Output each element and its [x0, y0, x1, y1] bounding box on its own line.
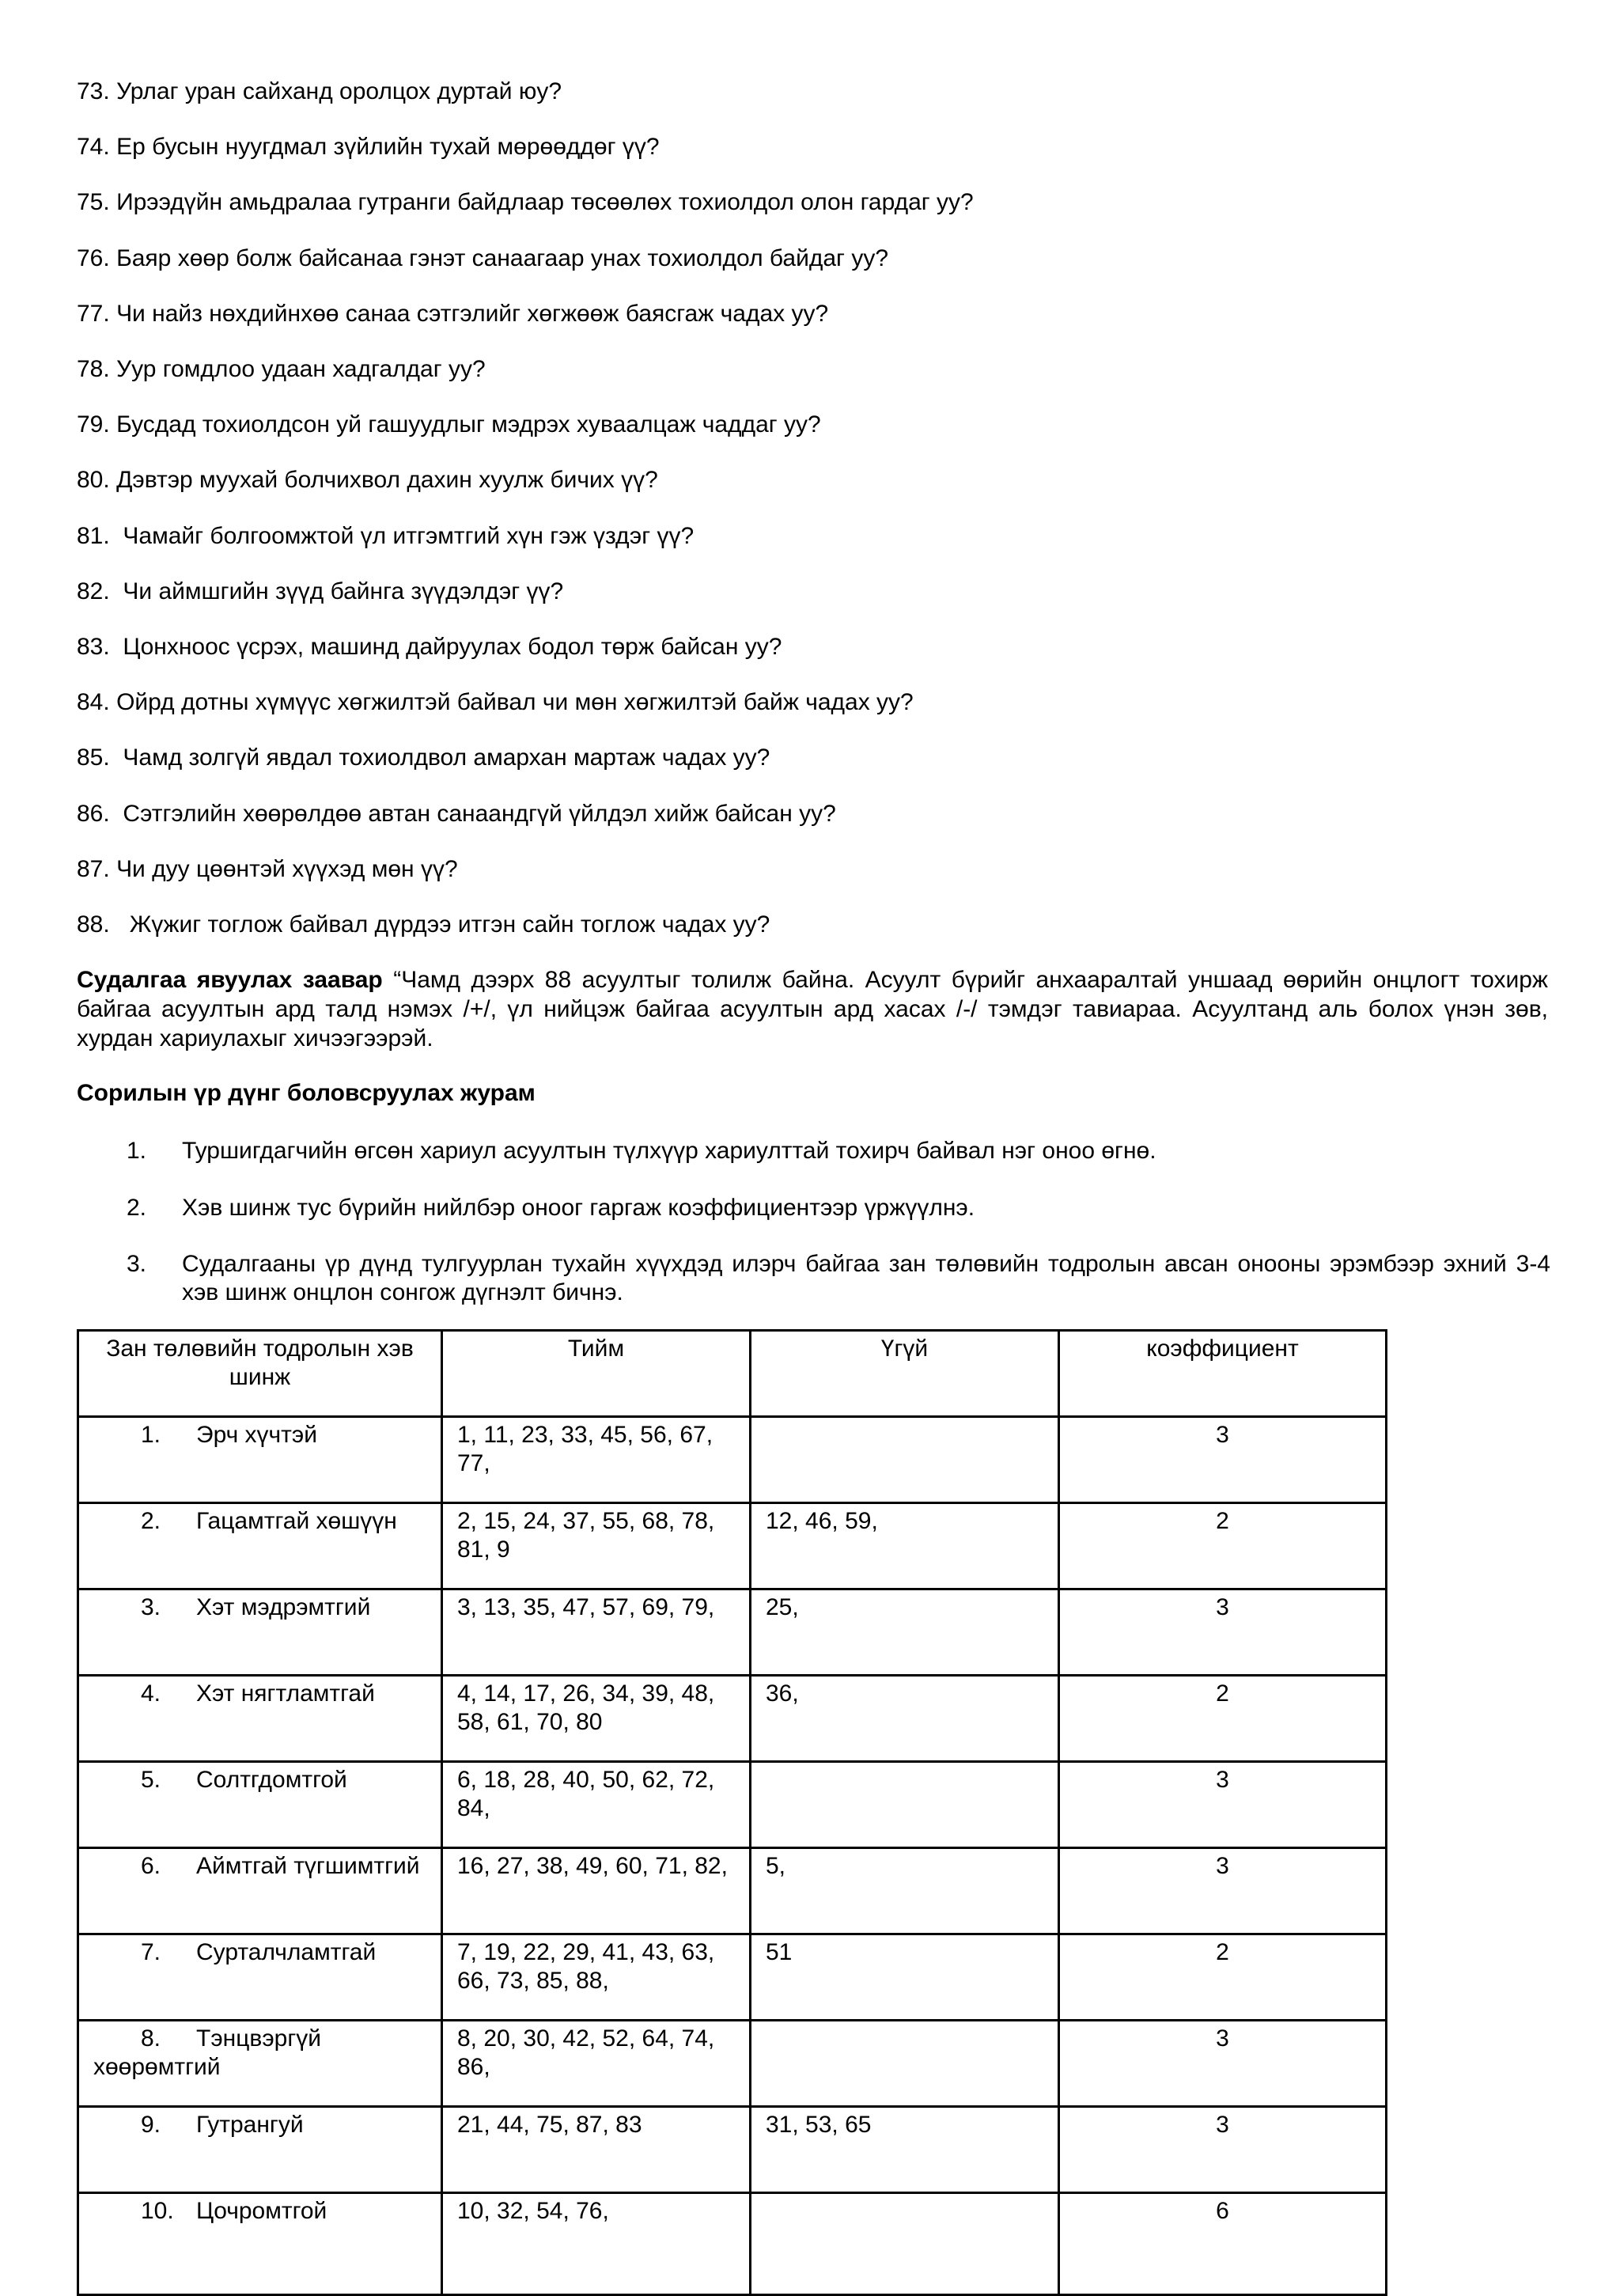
step-text: Туршигдагчийн өгсөн хариул асуултын түлхүүр хариулттай тохирч байвал нэг оноо өгнө. [182, 1138, 1156, 1164]
step-number: 2. [127, 1195, 147, 1221]
question-text: Сэтгэлийн хөөрөлдөө автан санаандгүй үйлдэл хийж байсан уу? [116, 801, 836, 827]
cell-no [751, 2193, 1059, 2295]
step-text: Судалгааны үр дүнд тулгуурлан тухайн хүүхдэд илэрч байгаа зан төлөвийн тодролын авсан онооны эрэмбээр эхний 3-4 хэв шинж онцлон сонгож дүгнэлт бичнэ. [182, 1251, 1550, 1305]
question-number: 75. [77, 189, 110, 215]
row-number: 10. [141, 2198, 174, 2224]
type-name: Гутрангуй [196, 2112, 304, 2138]
question-item [77, 133, 660, 161]
row-number: 8. [141, 2025, 161, 2052]
question-item [77, 633, 782, 661]
question-text: Чи аймшгийн зүүд байнга зүүдэлдэг үү? [116, 578, 564, 604]
question-text: Чи дуу цөөнтэй хүүхэд мөн үү? [116, 856, 458, 882]
question-item [77, 522, 694, 551]
question-number: 84. [77, 689, 110, 715]
question-number: 74. [77, 134, 110, 160]
question-number: 83. [77, 634, 110, 660]
cell-coefficient: 3 [1059, 2021, 1387, 2107]
table-body [78, 1417, 1387, 2295]
question-item [77, 355, 486, 384]
question-text: Чамайг болгоомжтой үл итгэмтгий хүн гэж үздэг үү? [116, 523, 695, 549]
question-item [77, 466, 658, 494]
cell-coefficient: 2 [1059, 1676, 1387, 1762]
question-text: Баяр хөөр болж байсанаа гэнэт санаагаар унах тохиолдол байдаг уу? [116, 245, 889, 271]
procedure-heading: Сорилын үр дүнг боловсруулах журам [77, 1080, 536, 1106]
table-row [78, 2193, 1387, 2295]
row-number: 7. [141, 1939, 161, 1965]
table-row [78, 1417, 1387, 1503]
cell-no: 36, [751, 1676, 1059, 1762]
cell-yes: 10, 32, 54, 76, [442, 2193, 751, 2295]
cell-yes: 1, 11, 23, 33, 45, 56, 67, 77, [442, 1417, 751, 1503]
cell-no: 51 [751, 1934, 1059, 2021]
step-text: Хэв шинж тус бүрийн нийлбэр оноог гаргаж коэффициентээр үржүүлнэ. [182, 1195, 975, 1221]
cell-type [78, 2107, 442, 2193]
row-number: 3. [141, 1594, 161, 1620]
question-text: Бусдад тохиолдсон уй гашуудлыг мэдрэх хуваалцаж чаддаг уу? [116, 411, 821, 438]
question-item [77, 688, 914, 717]
header-yes: Тийм [442, 1331, 751, 1417]
question-item [77, 744, 770, 772]
cell-type [78, 2021, 442, 2107]
question-text: Цонхноос үсрэх, машинд дайруулах бодол төрж байсан уу? [116, 634, 782, 660]
cell-coefficient: 2 [1059, 1503, 1387, 1589]
cell-no: 31, 53, 65 [751, 2107, 1059, 2193]
row-number: 9. [141, 2112, 161, 2138]
cell-no [751, 2021, 1059, 2107]
cell-no [751, 1417, 1059, 1503]
cell-no: 12, 46, 59, [751, 1503, 1059, 1589]
cell-type [78, 1934, 442, 2021]
question-number: 81. [77, 523, 110, 549]
survey-instruction [77, 965, 1548, 1053]
question-number: 85. [77, 744, 110, 771]
type-name: Гацамтгай хөшүүн [196, 1508, 397, 1534]
type-name: Хэт мэдрэмтгий [196, 1594, 371, 1620]
table-row [78, 1762, 1387, 1848]
header-coefficient: коэффициент [1059, 1331, 1387, 1417]
question-item [77, 578, 563, 606]
cell-type [78, 1503, 442, 1589]
cell-coefficient: 2 [1059, 1934, 1387, 2021]
cell-yes: 2, 15, 24, 37, 55, 68, 78, 81, 9 [442, 1503, 751, 1589]
table-row [78, 2107, 1387, 2193]
question-number: 76. [77, 245, 110, 271]
table-row [78, 1934, 1387, 2021]
type-name: Цочромтгой [196, 2198, 327, 2224]
cell-no: 25, [751, 1589, 1059, 1676]
cell-no: 5, [751, 1848, 1059, 1934]
question-number: 88. [77, 911, 110, 938]
type-name: Солтгдомтгой [196, 1767, 347, 1793]
step-number: 1. [127, 1138, 147, 1164]
cell-type [78, 1589, 442, 1676]
cell-coefficient: 3 [1059, 1848, 1387, 1934]
question-text: Уур гомдлоо удаан хадгалдаг уу? [116, 356, 486, 382]
question-text: Ирээдүйн амьдралаа гутранги байдлаар төсөөлөх тохиолдол олон гардаг уу? [116, 189, 974, 215]
question-text: Дэвтэр муухай болчихвол дахин хуулж бичих үү? [116, 467, 658, 493]
type-name: Тэнцвэргүй хөөрөмтгий [93, 2025, 322, 2080]
cell-type [78, 1848, 442, 1934]
question-text: Урлаг уран сайханд оролцох дуртай юу? [116, 78, 562, 104]
step-number: 3. [127, 1251, 147, 1277]
cell-type [78, 1762, 442, 1848]
type-name: Эрч хүчтэй [196, 1422, 317, 1448]
instruction-text: “Чамд дээрх 88 асуултыг толилж байна. Асуулт бүрийг анхааралтай уншаад өөрийн онцлогт тохирж байгаа асуултын ард талд нэмэх /+/, үл нийцэж байгаа асуултын ард хасах /-/ тэмдэг тавиараа. Асуултанд аль болох үнэн зөв, хурдан хариулахыг хичээгээрэй. [77, 967, 1549, 1051]
row-number: 5. [141, 1767, 161, 1793]
question-number: 87. [77, 856, 110, 882]
question-number: 80. [77, 467, 110, 493]
question-item [77, 800, 836, 828]
question-number: 78. [77, 356, 110, 382]
cell-no [751, 1762, 1059, 1848]
cell-type [78, 1417, 442, 1503]
temperament-table [77, 1329, 1387, 2296]
question-number: 73. [77, 78, 110, 104]
row-number: 6. [141, 1853, 161, 1879]
table-row [78, 1676, 1387, 1762]
question-item [77, 855, 458, 884]
question-text: Ойрд дотны хүмүүс хөгжилтэй байвал чи мөн хөгжилтэй байж чадах уу? [116, 689, 914, 715]
cell-yes: 4, 14, 17, 26, 34, 39, 48, 58, 61, 70, 80 [442, 1676, 751, 1762]
cell-yes: 16, 27, 38, 49, 60, 71, 82, [442, 1848, 751, 1934]
question-text: Чи найз нөхдийнхөө санаа сэтгэлийг хөгжөөж баясгаж чадах уу? [116, 301, 829, 327]
question-item [77, 411, 821, 439]
cell-coefficient: 6 [1059, 2193, 1387, 2295]
cell-yes: 21, 44, 75, 87, 83 [442, 2107, 751, 2193]
cell-yes: 3, 13, 35, 47, 57, 69, 79, [442, 1589, 751, 1676]
type-name: Аймтгай түгшимтгий [196, 1853, 420, 1879]
question-item [77, 300, 828, 328]
row-number: 1. [141, 1422, 161, 1448]
question-number: 82. [77, 578, 110, 604]
question-text: Ер бусын нуугдмал зүйлийн тухай мөрөөддөг үү? [116, 134, 660, 160]
question-number: 86. [77, 801, 110, 827]
question-item [77, 244, 888, 273]
type-name: Сурталчламтгай [196, 1939, 377, 1965]
table-header-row [78, 1331, 1387, 1417]
cell-yes: 7, 19, 22, 29, 41, 43, 63, 66, 73, 85, 88, [442, 1934, 751, 2021]
question-item [77, 911, 770, 939]
question-item [77, 188, 974, 217]
header-type: Зан төлөвийн тодролын хэв шинж [78, 1331, 442, 1417]
cell-coefficient: 3 [1059, 1762, 1387, 1848]
row-number: 2. [141, 1508, 161, 1534]
row-number: 4. [141, 1680, 161, 1707]
table-row [78, 1589, 1387, 1676]
question-item [77, 78, 562, 106]
cell-yes: 6, 18, 28, 40, 50, 62, 72, 84, [442, 1762, 751, 1848]
cell-coefficient: 3 [1059, 1417, 1387, 1503]
table-row [78, 1503, 1387, 1589]
cell-coefficient: 3 [1059, 1589, 1387, 1676]
cell-coefficient: 3 [1059, 2107, 1387, 2193]
cell-type [78, 1676, 442, 1762]
type-name: Хэт нягтламтгай [196, 1680, 375, 1707]
header-no: Үгүй [751, 1331, 1059, 1417]
instruction-heading: Судалгаа явуулах заавар [77, 967, 383, 993]
cell-yes: 8, 20, 30, 42, 52, 64, 74, 86, [442, 2021, 751, 2107]
table-row [78, 2021, 1387, 2107]
cell-type [78, 2193, 442, 2295]
question-number: 79. [77, 411, 110, 438]
table-row [78, 1848, 1387, 1934]
question-text: Жүжиг тоглож байвал дүрдээ итгэн сайн тоглож чадах уу? [116, 911, 770, 938]
question-number: 77. [77, 301, 110, 327]
question-text: Чамд золгүй явдал тохиолдвол амархан мартаж чадах уу? [116, 744, 770, 771]
